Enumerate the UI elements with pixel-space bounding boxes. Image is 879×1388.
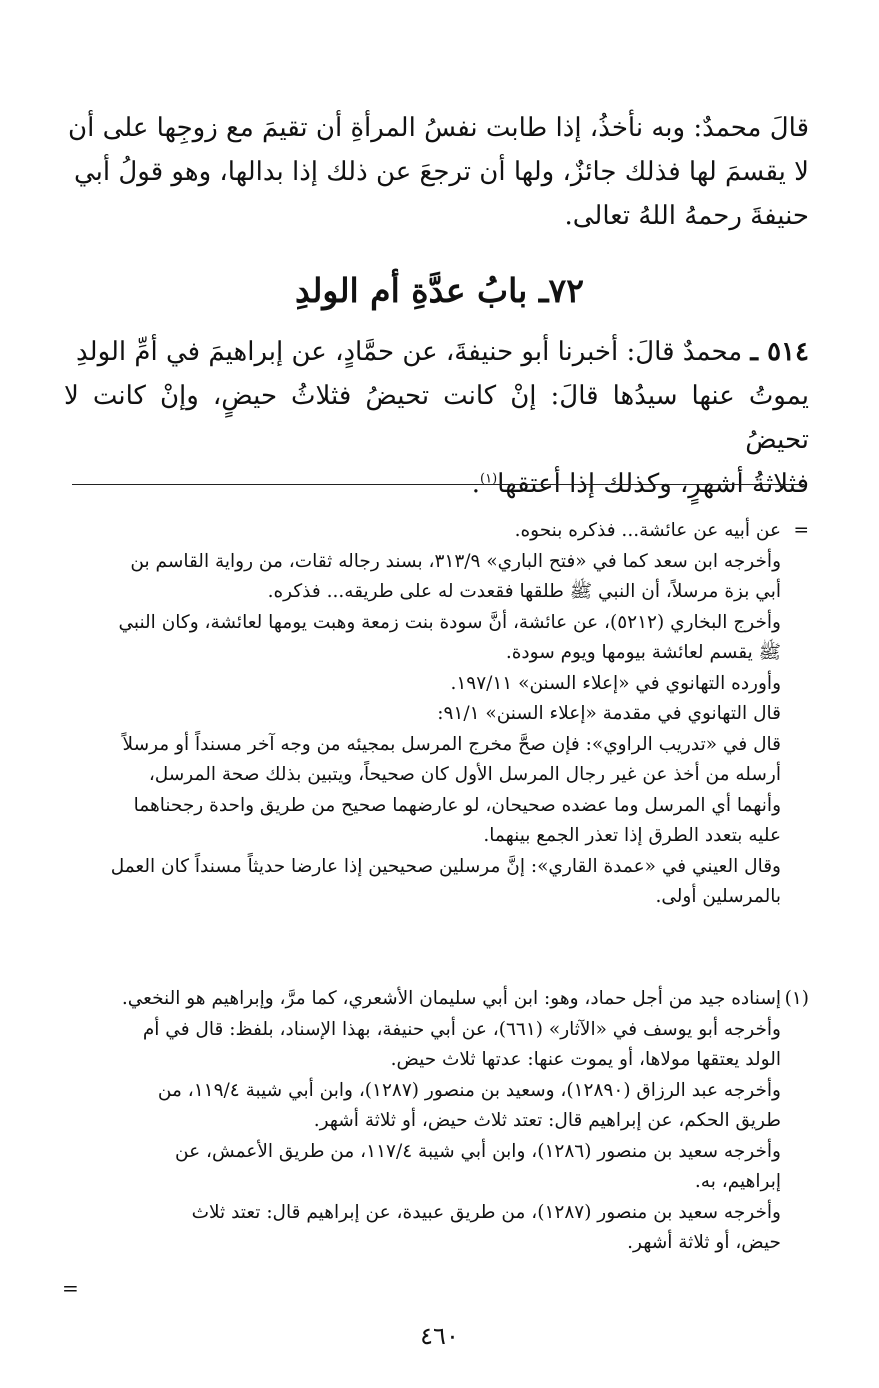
text-line: قالَ محمدٌ: وبه نأخذُ، إذا طابت نفسُ المرأةِ أن تقيمَ مع زوجِها على أن — [68, 113, 809, 143]
hadith-number: ٥١٤ ـ — [750, 337, 809, 367]
footnote-line: وأخرجه سعيد بن منصور (١٢٨٧)، من طريق عبيدة، عن إبراهيم قال: تعتد ثلاث — [191, 1201, 781, 1223]
footnote-line: وأنهما أي المرسل وما عضده صحيحان، لو عارضهما صحيح من طريق واحدة رجحناهما — [133, 794, 781, 816]
footnote-1 — [64, 984, 809, 1259]
footnote-line: إسناده جيد من أجل حماد، وهو: ابن أبي سليمان الأشعري، كما مرَّ، وإبراهيم هو النخعي. — [121, 988, 781, 1009]
footnote-line: وأخرجه ابن سعد كما في «فتح الباري» ٣١٣/٩، بسند رجاله ثقات، من رواية القاسم بن — [130, 550, 781, 572]
footnote-line: وأخرجه أبو يوسف في «الآثار» (٦٦١)، عن أبي حنيفة، بهذا الإسناد، بلفظ: قال في أم — [142, 1018, 781, 1040]
footnote-line: قال التهانوي في مقدمة «إعلاء السنن» ٩١/١: — [437, 703, 781, 724]
footnote-ref[interactable]: (١) — [480, 471, 498, 487]
footnote-line: عن أبيه عن عائشة... فذكره بنحوه. — [514, 520, 781, 541]
footnote-separator — [72, 484, 804, 485]
footnote-line: إبراهيم، به. — [694, 1171, 781, 1192]
footnote-line: حيض، أو ثلاثة أشهر. — [627, 1232, 781, 1253]
text-line — [64, 330, 809, 374]
text-line: حنيفةَ رحمهُ اللهُ تعالى. — [564, 201, 809, 231]
footnote-line: قال في «تدريب الراوي»: فإن صحَّ مخرج المرسل بمجيئه من وجه آخر مسنداً أو مرسلاً — [122, 733, 781, 755]
footnote-line: طريق الحكم، عن إبراهيم قال: تعتد ثلاث حيض، أو ثلاثة أشهر. — [313, 1110, 781, 1131]
footnote-line: عليه بتعدد الطرق إذا تعذر الجمع بينهما. — [483, 825, 781, 846]
footnote-line: بالمرسلين أولى. — [655, 886, 781, 907]
footnote-marker: (١) — [784, 988, 809, 1009]
footnote-line: وقال العيني في «عمدة القاري»: إنَّ مرسلين صحيحين إذا عارضا حديثاً مسنداً كان العمل — [110, 855, 781, 877]
hadith-text: محمدٌ قالَ: أخبرنا أبو حنيفةَ، عن حمَّادٍ، عن إبراهيمَ في أمِّ الولدِ — [76, 337, 751, 367]
continuation-marker: = — [793, 520, 809, 541]
text-line: يموتُ عنها سيدُها قالَ: إنْ كانت تحيضُ فثلاثُ حيضٍ، وإنْ كانت لا تحيضُ — [64, 381, 809, 455]
text-line: لا يقسمَ لها فذلك جائزٌ، ولها أن ترجعَ عن ذلك إذا بدالها، وهو قولُ أبي — [74, 157, 809, 187]
hadith-text: فثلاثةُ أشهرٍ، وكذلك إذا أعتقها — [497, 469, 809, 499]
hadith-text-end: . — [471, 469, 481, 499]
hadith-514 — [64, 330, 809, 506]
footnote-continued — [64, 516, 809, 913]
footnote-line: وأخرجه سعيد بن منصور (١٢٨٦)، وابن أبي شيبة ١١٧/٤، من طريق الأعمش، عن — [175, 1140, 781, 1162]
continuation-marker: = — [62, 1276, 79, 1300]
page-number: ٤٦٠ — [420, 1322, 459, 1350]
footnote-line: وأخرج البخاري (٥٢١٢)، عن عائشة، أنَّ سودة بنت زمعة وهبت يومها لعائشة، وكان النبي — [118, 611, 781, 633]
chapter-title: ٧٢ـ بابُ عدَّةِ أم الولدِ — [295, 271, 584, 310]
footnote-line: ﷺ يقسم لعائشة بيومها ويوم سودة. — [505, 642, 781, 663]
paragraph-top — [64, 106, 809, 238]
footnote-line: وأورده التهانوي في «إعلاء السنن» ١٩٧/١١. — [450, 672, 781, 694]
footnote-line: أبي بزة مرسلاً، أن النبي ﷺ طلقها فقعدت له على طريقه... فذكره. — [267, 581, 781, 602]
footnote-line: الولد يعتقها مولاها، أو يموت عنها: عدتها ثلاث حيض. — [390, 1049, 781, 1070]
footnote-line: وأخرجه عبد الرزاق (١٢٨٩٠)، وسعيد بن منصور (١٢٨٧)، وابن أبي شيبة ١١٩/٤، من — [157, 1079, 781, 1101]
footnote-line: أرسله من أخذ عن غير رجال المرسل الأول كان صحيحاً، ويتبين بذلك صحة المرسل، — [148, 764, 781, 785]
